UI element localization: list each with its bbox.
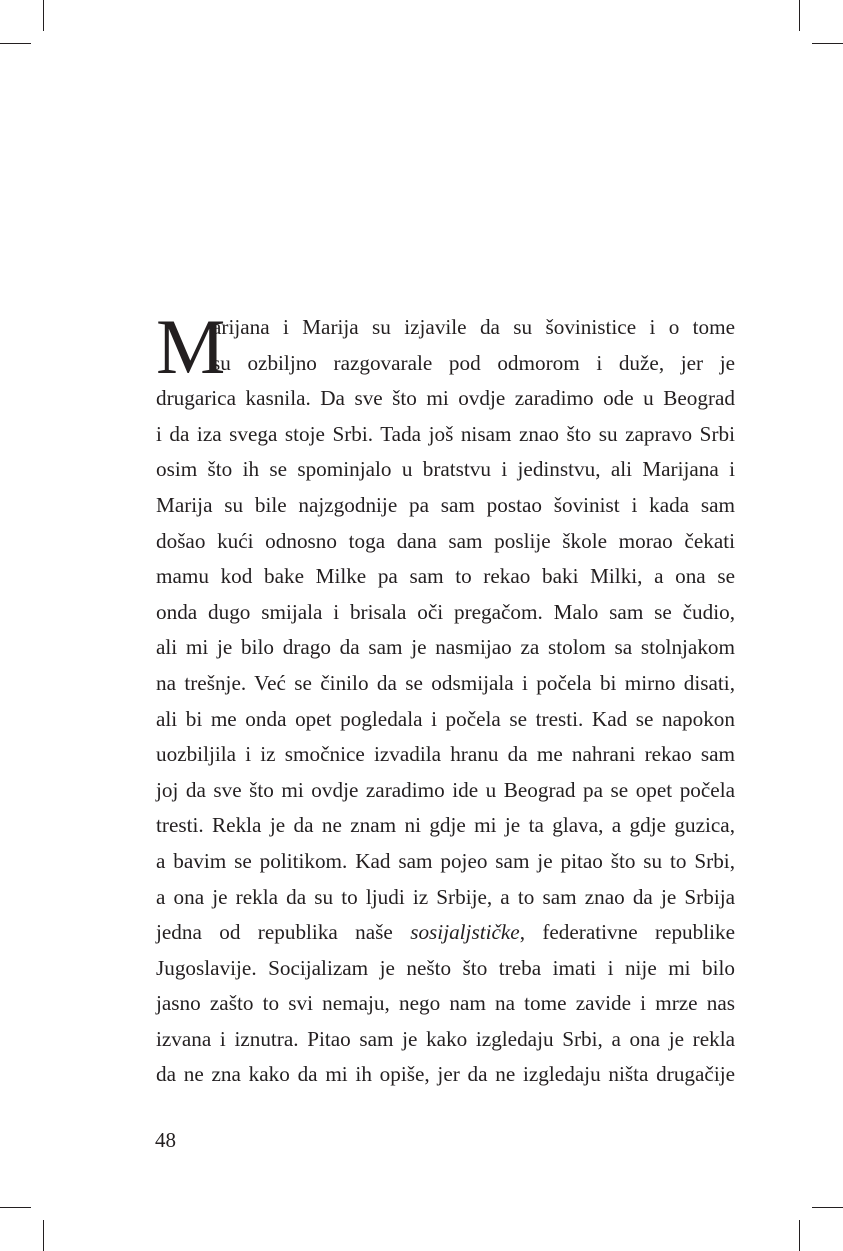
text-line-with-italic [156, 915, 735, 951]
text-line: tresti. Rekla je da ne znam ni gdje mi je ta glava, a gdje guzica, [156, 813, 735, 838]
crop-mark-bottom-right-horizontal [812, 1207, 843, 1208]
text-line: a bavim se politikom. Kad sam pojeo sam je pitao što su to Srbi, [156, 848, 735, 873]
text-line: su ozbiljno razgovarale pod odmorom i duže, jer je [212, 350, 735, 375]
text-line: Marija su bile najzgodnije pa sam postao šovinist i kada sam [156, 492, 735, 517]
text-line: onda dugo smijala i brisala oči pregačom. Malo sam se čudio, [156, 599, 735, 624]
text-line: izvana i iznutra. Pitao sam je kako izgledaju Srbi, a ona je rekla [156, 1026, 735, 1051]
text-line: mamu kod bake Milke pa sam to rekao baki Milki, a ona se [156, 564, 735, 589]
text-line: Jugoslavije. Socijalizam je nešto što treba imati i nije mi bilo [156, 955, 735, 980]
text-line: na trešnje. Već se činilo da se odsmijala i počela bi mirno disati, [156, 670, 735, 695]
text-line: jasno zašto to svi nemaju, nego nam na tome zavide i mrze nas [156, 991, 735, 1016]
crop-mark-bottom-left-horizontal [0, 1207, 31, 1208]
text-line: da ne zna kako da mi ih opiše, jer da ne izgledaju ništa drugačije [156, 1062, 735, 1087]
text-line: a ona je rekla da su to ljudi iz Srbije, a to sam znao da je Srbija [156, 884, 735, 909]
text-line: osim što ih se spominjalo u bratstvu i jedinstvu, ali Marijana i [156, 457, 735, 482]
text-line: uozbiljila i iz smočnice izvadila hranu da me nahrani rekao sam [156, 742, 735, 767]
page-number: 48 [155, 1128, 176, 1152]
text-line: došao kući odnosno toga dana sam poslije škole morao čekati [156, 528, 735, 553]
text-segment: , federativne republike [519, 920, 736, 945]
crop-mark-top-right-horizontal [812, 43, 843, 44]
crop-mark-bottom-right-vertical [799, 1220, 800, 1251]
text-line: ali mi je bilo drago da sam je nasmijao za stolom sa stolnjakom [156, 635, 735, 660]
text-line: arijana i Marija su izjavile da su šovinistice i o tome [212, 315, 735, 339]
crop-mark-top-right-vertical [799, 0, 800, 31]
crop-mark-bottom-left-vertical [43, 1220, 44, 1251]
text-segment: jedna od republika naše [156, 920, 393, 945]
text-line: drugarica kasnila. Da sve što mi ovdje zaradimo ode u Beograd [156, 386, 735, 411]
crop-mark-top-left-horizontal [0, 43, 31, 44]
text-line: i da iza svega stoje Srbi. Tada još nisam znao što su zapravo Srbi [156, 421, 735, 446]
drop-cap: M [156, 303, 226, 390]
text-line: ali bi me onda opet pogledala i počela se tresti. Kad se napokon [156, 706, 735, 731]
crop-mark-top-left-vertical [43, 0, 44, 31]
text-line: joj da sve što mi ovdje zaradimo ide u Beograd pa se opet počela [156, 777, 735, 802]
body-text [156, 303, 736, 1093]
italic-word: sosijaljstičke [410, 920, 520, 945]
